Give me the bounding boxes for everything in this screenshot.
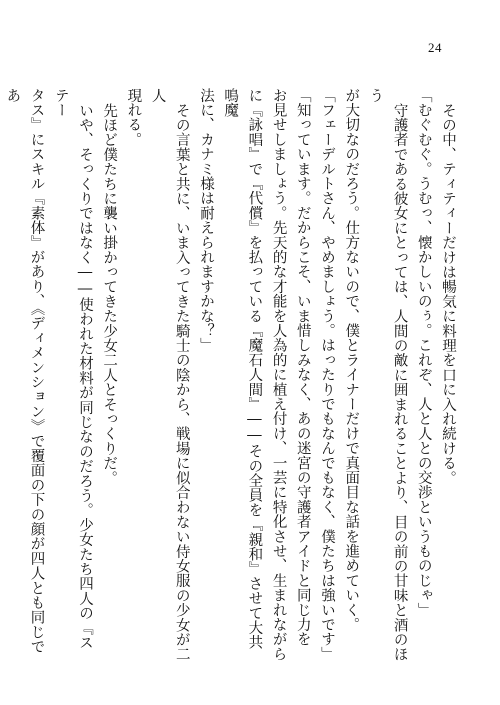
text-line: 先ほど僕たちに襲い掛かってきた少女二人とそっくりだ。: [101, 102, 118, 485]
text-line: に『詠唱』で『代償』を払っている『魔石人間』――その全員を『親和』させて大共鳴魔: [222, 88, 263, 650]
text-line: いや、そっくりではなく――使われた材料が同じなのだろう。少女たち四人の『ステー: [52, 88, 93, 650]
text-line: 「むぐむぐ。うむっ、懐かしいのぅ。これぞ、人と人との交渉というものじゃ」: [415, 88, 432, 618]
text-line: 守護者である彼女にとっては、人間の敵に囲まれることより、目の前の甘味と酒のほう: [367, 88, 408, 662]
text-line: 現れる。: [125, 88, 142, 147]
text-line: 「知っています。だからこそ、いま惜しみなく、あの迷宮の守護者アイドと同じ力を: [294, 88, 311, 647]
page-number: 24: [428, 40, 442, 55]
text-line: 「フェーデルトさん、やめましょう。はったりでもなんでもなく、僕たちは強いです」: [318, 88, 335, 662]
text-line: タス』にスキル『素体』があり、《ディメンション》で覆面の下の顔が四人とも同じであ: [4, 88, 45, 655]
text-line: お見せしましょう。先天的な才能を人為的に植え付け、一芸に特化させ、生まれながら: [270, 88, 287, 662]
text-line: が大切なのだろう。仕方ないので、僕とライナーだけで真面目な話を進めていく。: [343, 88, 360, 632]
text-line: その中、ティティーだけは暢気に料理を口に入れ続ける。: [440, 102, 456, 485]
text-line: その言葉と共に、いま入ってきた騎士の陰から、戦場に似合わない侍女服の少女が二人: [149, 88, 190, 662]
body-text: [4, 88, 460, 663]
text-line: 法に、カナミ様は耐えられますかな？」: [197, 88, 214, 353]
